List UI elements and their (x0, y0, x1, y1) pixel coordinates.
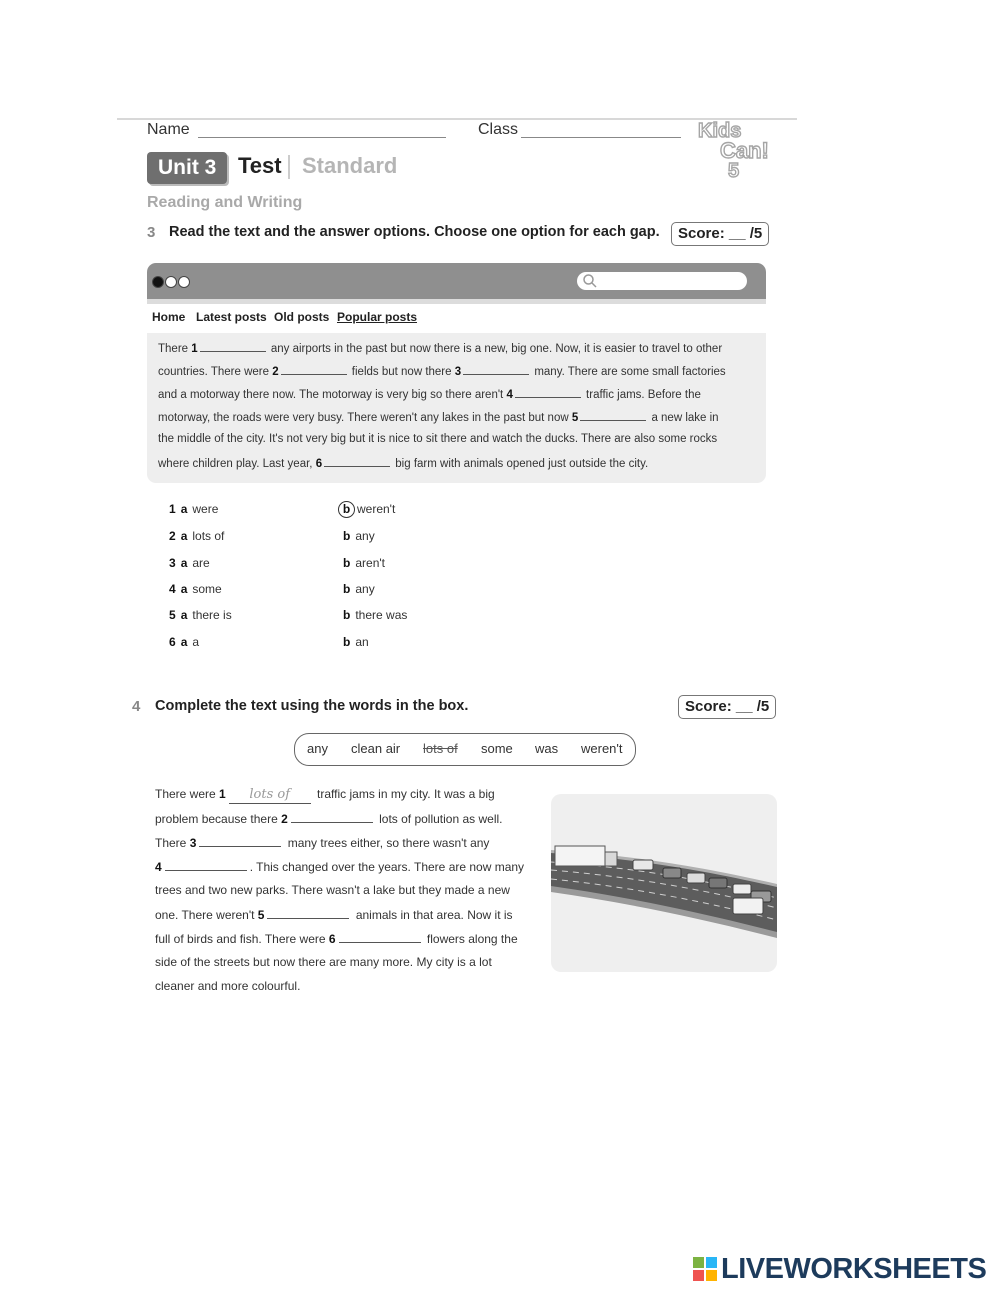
q3-score-box: Score: __ /5 (671, 222, 769, 246)
nav-old-posts[interactable]: Old posts (274, 310, 330, 324)
option-a[interactable]: 2 a lots of (169, 529, 225, 543)
section-title: Reading and Writing (147, 194, 303, 211)
q4-text-line: side of the streets but now there are many more. My city is a lot (155, 955, 492, 969)
option-a[interactable]: 6 a a (169, 635, 200, 649)
gap-5[interactable] (580, 410, 646, 421)
name-field[interactable] (198, 121, 446, 138)
word-box-item: some (481, 741, 513, 756)
option-a[interactable]: 5 a there is (169, 608, 232, 622)
gap-6[interactable] (339, 931, 421, 943)
liveworksheets-brand[interactable]: LIVEWORKSHEETS (721, 1253, 987, 1285)
gap-1-example: lots of (229, 789, 311, 804)
option-b[interactable]: b there was (343, 608, 408, 622)
option-a[interactable]: 1 a were (169, 502, 219, 516)
q4-text-line: trees and two new parks. There wasn't a lake but they made a new (155, 883, 510, 897)
q4-text-line: There 3 many trees either, so there wasn't any (155, 836, 490, 850)
nav-popular-posts[interactable]: Popular posts (337, 310, 418, 324)
class-field[interactable] (521, 121, 681, 138)
motorway-illustration (551, 794, 777, 972)
class-label: Class (478, 121, 519, 138)
svg-text:5: 5 (728, 160, 740, 182)
title-separator (288, 155, 290, 179)
q4-number: 4 (132, 698, 141, 715)
gap-3[interactable] (463, 364, 529, 375)
q4-instruction: Complete the text using the words in the box. (155, 698, 469, 714)
unit-badge: Unit 3 (147, 152, 227, 184)
q4-text-line: There were 1 lots of traffic jams in my city. It was a big (155, 787, 495, 802)
option-a[interactable]: 4 a some (169, 582, 222, 596)
gap-6[interactable] (324, 456, 390, 467)
svg-text:Kids: Kids (698, 120, 742, 142)
browser-dot-2 (165, 276, 177, 288)
gap-5[interactable] (267, 907, 349, 919)
q3-text-line: There 1 any airports in the past but now there is a new, big one. Now, it is easier to travel to other (158, 343, 723, 355)
word-box-item: was (535, 741, 559, 756)
selected-circle: b (338, 501, 355, 518)
gap-2[interactable] (281, 364, 347, 375)
kids-can-logo (694, 116, 770, 182)
word-box-item: clean air (351, 741, 401, 756)
gap-2[interactable] (291, 811, 373, 823)
search-icon (581, 272, 599, 290)
browser-dot-1 (152, 276, 164, 288)
q3-text-line: the middle of the city. It's not very big but it is nice to sit there and watch the ducks. There are also some rocks (158, 433, 718, 445)
browser-strip (147, 299, 766, 304)
q4-text-line: cleaner and more colourful. (155, 979, 301, 993)
q4-text-line: 4 . This changed over the years. There are now many (155, 860, 525, 874)
test-title: Test (238, 153, 282, 178)
q3-text-line: where children play. Last year, 6 big farm with animals opened just outside the city. (158, 458, 649, 470)
gap-1[interactable] (200, 341, 266, 352)
liveworksheets-logo-icon (693, 1257, 717, 1281)
word-box-item-used: lots of (423, 741, 458, 756)
search-input[interactable] (577, 272, 747, 290)
q4-text-line: one. There weren't 5 animals in that area. Now it is (155, 908, 513, 922)
gap-4[interactable] (165, 859, 247, 871)
option-b-selected[interactable]: b weren't (338, 501, 395, 518)
nav-home[interactable]: Home (152, 310, 186, 324)
q4-text-line: problem because there 2 lots of pollution as well. (155, 812, 503, 826)
option-b[interactable]: b aren't (343, 556, 385, 570)
motorway-picture (551, 794, 777, 972)
q4-text-line: full of birds and fish. There were 6 flowers along the (155, 932, 518, 946)
q3-text-line: countries. There were 2 fields but now there 3 many. There are some small factories (158, 366, 726, 378)
option-b[interactable]: b an (343, 635, 369, 649)
option-a[interactable]: 3 a are (169, 556, 210, 570)
option-b[interactable]: b any (343, 582, 375, 596)
word-box-item: any (307, 741, 328, 756)
level-label: Standard (302, 153, 398, 178)
name-label: Name (147, 121, 190, 138)
word-box-item: weren't (581, 741, 623, 756)
q4-score-box: Score: __ /5 (678, 695, 776, 719)
browser-dot-3 (178, 276, 190, 288)
svg-text:Can!: Can! (720, 138, 769, 163)
q3-number: 3 (147, 224, 156, 241)
option-b[interactable]: b any (343, 529, 375, 543)
q3-text-line: motorway, the roads were very busy. There weren't any lakes in the past but now 5 a new lake in (158, 412, 719, 424)
gap-4[interactable] (515, 387, 581, 398)
q3-text-line: and a motorway there now. The motorway is very big so there aren't 4 traffic jams. Before the (158, 389, 701, 401)
nav-latest-posts[interactable]: Latest posts (196, 310, 267, 324)
q3-instruction: Read the text and the answer options. Choose one option for each gap. (169, 224, 660, 240)
gap-3[interactable] (199, 835, 281, 847)
